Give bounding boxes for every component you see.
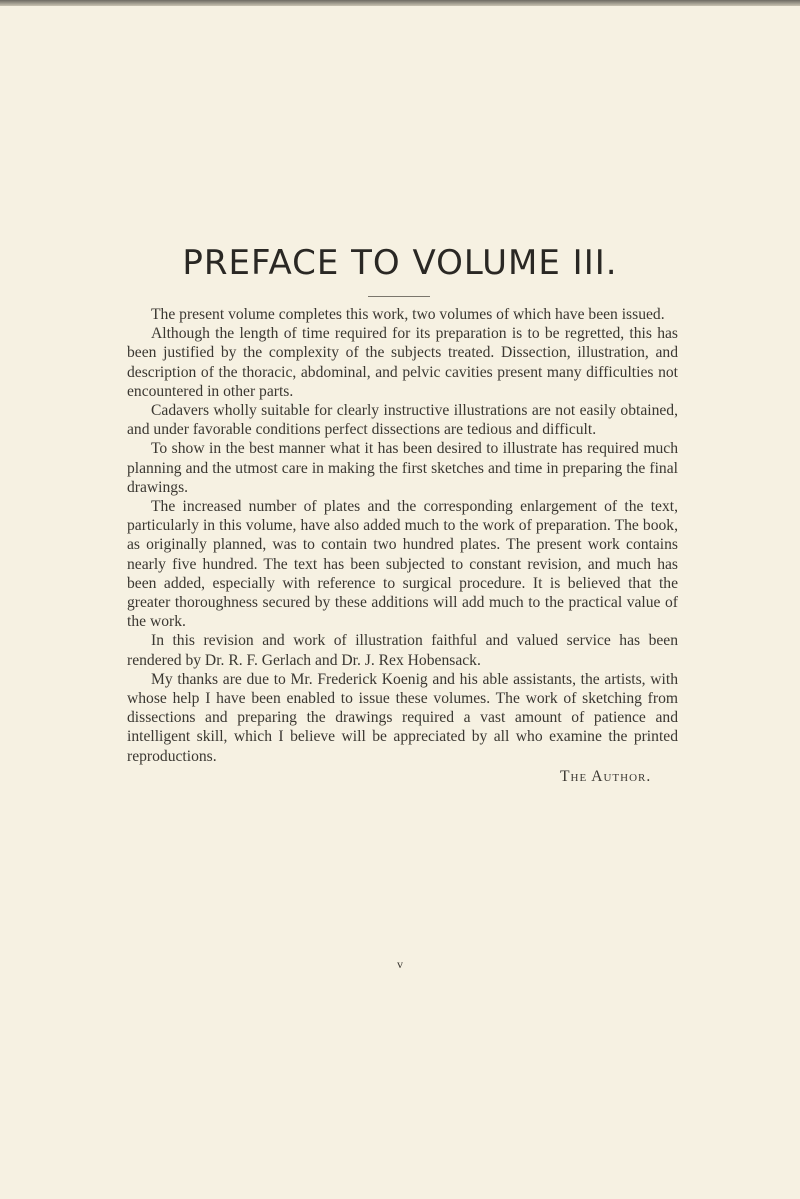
paragraph: To show in the best manner what it has been desired to illustrate has required much planning and the utmost care in making the first sketches and time in preparing the final drawings. (127, 440, 678, 496)
page-number: v (397, 957, 403, 971)
paragraph: Although the length of time required for its preparation is to be regretted, this has been justified by the complexity of the subjects treated. Dissection, illustration, and description of the thoracic, abdominal, and pelvic cavities present many difficulties not encountered in other parts. (127, 325, 678, 400)
title-divider (368, 296, 430, 297)
scan-edge (0, 0, 800, 6)
paragraph: In this revision and work of illustration faithful and valued service has been rendered by Dr. R. F. Gerlach and Dr. J. Rex Hobensack. (127, 632, 678, 669)
paragraph: The present volume completes this work, two volumes of which have been issued. (151, 306, 665, 323)
page-title: PREFACE TO VOLUME III. (182, 243, 618, 283)
paragraph: The increased number of plates and the corresponding enlargement of the text, particularly in this volume, have also added much to the work of preparation. The book, as originally planned, was to contain two hundred plates. The present work contains nearly five hundred. The text has been subjected to constant revision, and much has been added, especially with reference to surgical procedure. It is believed that the greater thoroughness secured by these additions will add much to the practical value of the work. (127, 498, 678, 631)
preface-body (127, 305, 678, 766)
paragraph: My thanks are due to Mr. Frederick Koenig and his able assistants, the artists, with whose help I have been enabled to issue these volumes. The work of sketching from dissections and preparing the drawings required a vast amount of patience and intelligent skill, which I believe will be appreciated by all who examine the printed reproductions. (127, 670, 678, 765)
paragraph: Cadavers wholly suitable for clearly instructive illustrations are not easily obtained, and under favorable conditions perfect dissections are tedious and difficult. (127, 402, 678, 439)
signature: The Author. (560, 768, 652, 785)
